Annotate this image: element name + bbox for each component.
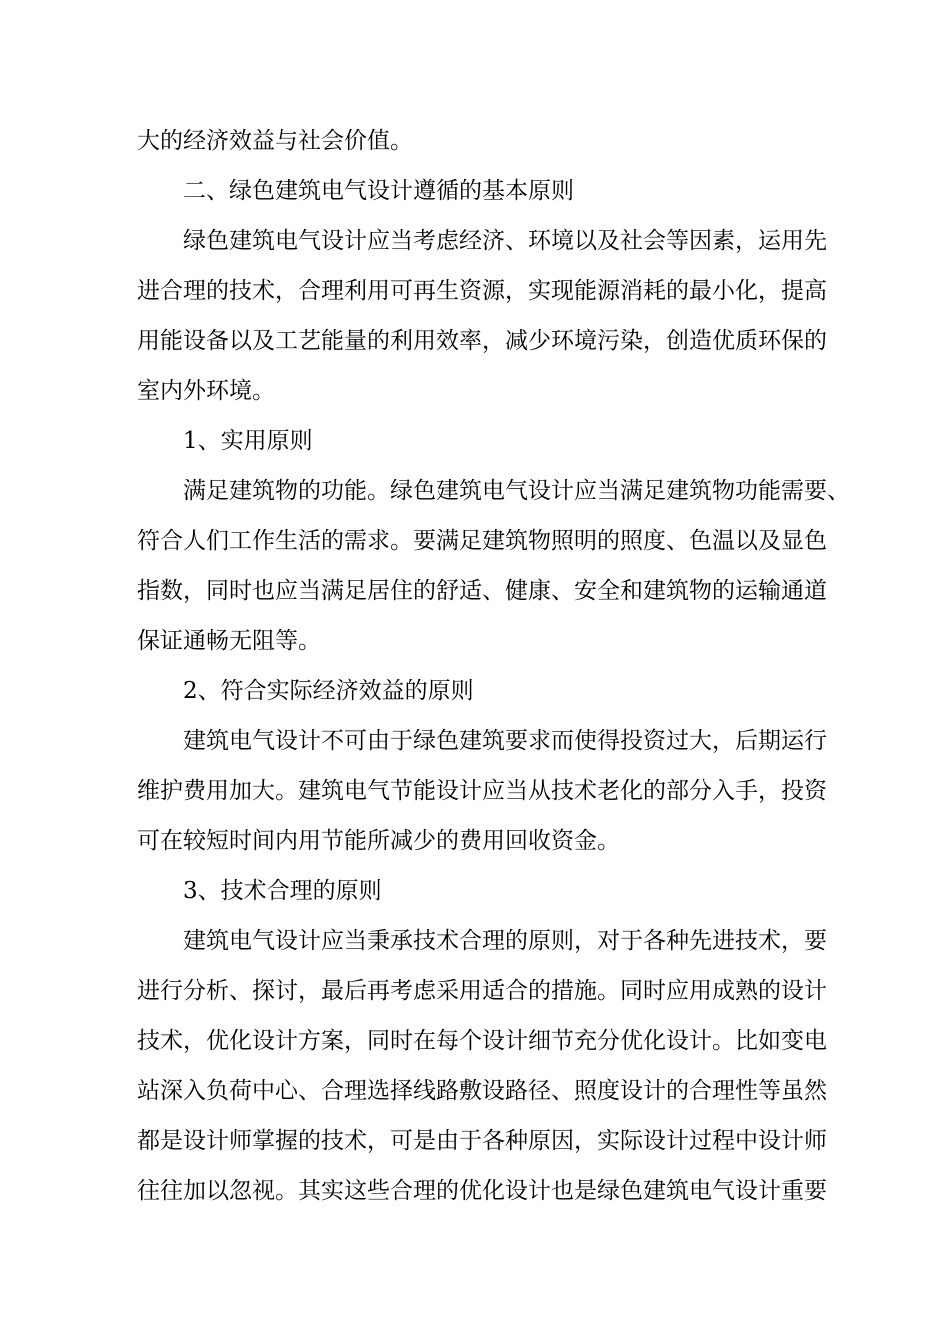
paragraph-line: 大的经济效益与社会价值。 xyxy=(137,128,413,154)
paragraph-line: 进行分析、探讨，最后再考虑采用适合的措施。同时应用成熟的设计 xyxy=(137,978,827,1004)
subsection-heading: 1、实用原则 xyxy=(183,428,313,454)
paragraph-line: 站深入负荷中心、合理选择线路敷设路径、照度设计的合理性等虽然 xyxy=(137,1078,827,1104)
paragraph-line: 可在较短时间内用节能所减少的费用回收资金。 xyxy=(137,828,620,854)
paragraph-line: 往往加以忽视。其实这些合理的优化设计也是绿色建筑电气设计重要 xyxy=(137,1178,827,1204)
paragraph-line: 建筑电气设计应当秉承技术合理的原则，对于各种先进技术，要 xyxy=(183,928,827,954)
subsection-heading: 2、符合实际经济效益的原则 xyxy=(183,678,474,704)
paragraph-line: 符合人们工作生活的需求。要满足建筑物照明的照度、色温以及显色 xyxy=(137,528,827,554)
paragraph-line: 室内外环境。 xyxy=(137,378,275,404)
paragraph-line: 满足建筑物的功能。绿色建筑电气设计应当满足建筑物功能需要、 xyxy=(183,478,850,504)
subsection-heading: 3、技术合理的原则 xyxy=(183,878,382,904)
paragraph-line: 用能设备以及工艺能量的利用效率，减少环境污染，创造优质环保的 xyxy=(137,328,827,354)
section-heading: 二、绿色建筑电气设计遵循的基本原则 xyxy=(183,178,574,204)
paragraph-line: 进合理的技术，合理利用可再生资源，实现能源消耗的最小化，提高 xyxy=(137,278,827,304)
paragraph-line: 技术，优化设计方案，同时在每个设计细节充分优化设计。比如变电 xyxy=(137,1028,827,1054)
paragraph-line: 建筑电气设计不可由于绿色建筑要求而使得投资过大，后期运行 xyxy=(183,728,827,754)
paragraph-line: 指数，同时也应当满足居住的舒适、健康、安全和建筑物的运输通道 xyxy=(137,578,827,604)
paragraph-line: 维护费用加大。建筑电气节能设计应当从技术老化的部分入手，投资 xyxy=(137,778,827,804)
body-text xyxy=(137,116,850,1216)
paragraph-line: 保证通畅无阻等。 xyxy=(137,628,321,654)
paragraph-line: 都是设计师掌握的技术，可是由于各种原因，实际设计过程中设计师 xyxy=(137,1128,827,1154)
paragraph-line: 绿色建筑电气设计应当考虑经济、环境以及社会等因素，运用先 xyxy=(183,228,827,254)
